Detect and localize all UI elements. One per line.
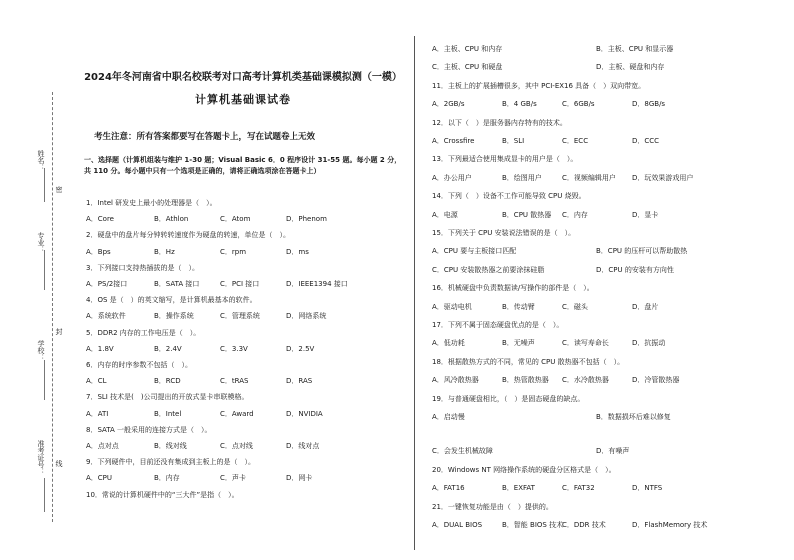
answer-option: D．冷管散热器 [632,376,680,385]
answer-option: D．线对点 [286,442,320,450]
answer-option: D．CCC [632,137,660,145]
question-stem: 13．下列最适合使用集成显卡的用户是（ ）。 [432,155,578,164]
seal-mark-xian: 线 [55,460,63,467]
question-stem: 12．以下（ ）是服务器内存特有的技术。 [432,118,567,127]
question-stem: 8．SATA 一般采用的连接方式是（ ）。 [86,425,212,434]
answer-option: D．网卡 [286,474,313,483]
answer-option: C．Award [220,409,254,418]
answer-option: B．线对线 [154,442,187,450]
answer-option: B．智能 BIOS 技术 [502,521,564,529]
answer-option: A．FAT16 [432,484,465,493]
answer-option: B．绘图用户 [502,173,542,182]
question-stem: 18．根据散热方式的不同，常见的 CPU 散热器不包括（ ）。 [432,357,625,366]
answer-option: A．启动慢 [432,413,465,421]
answer-option: A．驱动电机 [432,302,472,311]
answer-option: D．有噪声 [596,447,630,456]
answer-option: B．SATA 接口 [154,280,200,288]
section-instructions: 一、选择题（计算机组装与维护 1-30 题；Visual Basic 6．0 程序设计 31-55 题。每小题 2 分，共 110 分。每小题中只有一个选项是正确的，请将正确选项涂在答题卡上） [84,156,402,175]
answer-option: D．RAS [286,377,313,386]
answer-option: C．3.3V [220,344,248,353]
answer-option: A．ATI [86,409,109,418]
answer-option: B．传动臂 [502,302,535,311]
answer-option: B．Hz [154,247,175,256]
question-stem: 20．Windows NT 网络操作系统的硬盘分区格式是（ ）。 [432,465,616,474]
answer-option: C．视频编辑用户 [562,173,616,182]
answer-option: B．数据损坏后难以修复 [596,413,671,421]
answer-option: A．CPU [86,474,113,483]
question-stem: 4．OS 是（ ）的英文缩写，是计算机最基本的软件。 [86,296,257,305]
answer-option: D．网络系统 [286,312,327,321]
question-stem: 10．常说的计算机硬件中的“三大件”是指（ ）。 [86,490,239,499]
answer-option: D．抗振动 [632,339,666,348]
question-stem: 14．下列（ ）设备不工作可能导致 CPU 烧毁。 [432,192,586,201]
answer-option: C．管理系统 [220,312,260,321]
answer-option: A．风冷散热器 [432,376,479,385]
answer-option: C．读写寿命长 [562,339,609,348]
answer-option: D．NVIDIA [286,409,323,418]
question-stem: 15．下列关于 CPU 安装说法错误的是（ ）。 [432,229,576,237]
answer-option: D．显卡 [632,210,659,219]
answer-option: C．内存 [562,210,588,219]
answer-option: B．CPU 散热器 [502,210,552,219]
answer-option: B．Athlon [154,215,189,224]
answer-option: D．2.5V [286,344,315,353]
school-blank [44,360,45,400]
major-blank [44,250,45,290]
answer-option: B．操作系统 [154,312,194,321]
seal-mark-mi: 密 [55,186,63,193]
binding-margin [0,0,72,560]
candidate-notice: 考生注意：所有答案都要写在答题卡上，写在试题卷上无效 [94,132,316,142]
question-stem: 5．DDR2 内存的工作电压是（ ）。 [86,328,201,337]
answer-option: C．ECC [562,137,589,145]
answer-option: A．电源 [432,210,458,219]
answer-option: C．会发生机械故障 [432,447,493,456]
answer-option: B．EXFAT [502,484,535,493]
question-stem: 16．机械硬盘中负责数据读/写操作的部件是（ ）。 [432,284,594,293]
answer-option: A．PS/2接口 [86,280,128,288]
answer-option: C．DDR 技术 [562,521,606,529]
answer-option: D．ms [286,247,309,256]
answer-option: C．CPU 安装散热器之前要涂抹硅脂 [432,265,545,274]
seal-mark-feng: 封 [55,328,63,335]
answer-option: A．点对点 [86,442,119,450]
answer-option: A．系统软件 [86,312,126,321]
exam-title: 2024年冬河南省中职名校联考对口高考计算机类基础课模拟测（一模） [84,72,402,83]
answer-option: D．主板、硬盘和内存 [596,63,665,72]
exam-number-label: 准考证号： [37,440,45,475]
question-stem: 11．主板上的扩展插槽很多，其中 PCI-EX16 具备（ ）双向带宽。 [432,81,646,90]
answer-option: A．低功耗 [432,339,465,348]
major-label: 专业： [37,232,45,253]
answer-option: B．内存 [154,474,180,483]
column-divider [414,36,415,550]
answer-option: B．主板、CPU 和显示器 [596,45,674,53]
question-stem: 21．一键恢复功能是由（ ）提供的。 [432,502,553,511]
answer-option: B．RCD [154,377,181,386]
answer-option: B．无噪声 [502,339,535,348]
answer-option: C．主板、CPU 和硬盘 [432,63,503,72]
answer-option: D．Phenom [286,215,327,224]
question-stem: 7．SLI 技术是( )公司提出的开放式显卡串联模格。 [86,393,249,402]
answer-option: C．磁头 [562,302,588,311]
exam-number-blank [44,478,45,512]
exam-subtitle: 计算机基础课试卷 [195,93,291,106]
answer-option: B．SLI [502,137,525,145]
answer-option: D．FlashMemory 技术 [632,521,708,529]
answer-option: B．热管散热器 [502,376,549,385]
seal-line [52,92,53,522]
answer-option: D．CPU 的安装有方向性 [596,265,674,274]
answer-option: D．NTFS [632,484,663,493]
answer-option: A．Core [86,215,114,224]
answer-option: D．IEEE1394 接口 [286,280,348,288]
answer-option: A．CPU 要与主板接口匹配 [432,247,517,256]
answer-option: A．办公用户 [432,173,472,182]
answer-option: C．PCI 接口 [220,280,260,288]
answer-option: C．6GB/s [562,100,595,109]
answer-option: C．点对线 [220,442,253,450]
answer-option: A．2GB/s [432,100,465,109]
answer-option: B．2.4V [154,344,182,353]
answer-option: A．Crossfire [432,137,475,145]
question-stem: 17．下列不属于固态硬盘优点的是（ ）。 [432,321,564,329]
answer-option: C．Atom [220,215,251,224]
answer-option: A．1.8V [86,344,114,353]
answer-option: A．Bps [86,247,111,256]
answer-option: D．8GB/s [632,100,666,109]
name-blank [44,168,45,202]
school-label: 学校： [37,340,45,361]
answer-option: D．盘片 [632,302,659,311]
answer-option: B．CPU 的压杆可以帮助散热 [596,247,688,256]
answer-option: D．玩效果游戏用户 [632,173,694,182]
question-stem: 3．下列接口支持热插拔的是（ ）。 [86,263,199,272]
answer-option: B．Intel [154,409,182,418]
question-stem: 6．内存的时序参数不包括（ ）。 [86,361,192,369]
answer-option: A．主板、CPU 和内存 [432,45,503,53]
answer-option: A．CL [86,377,107,386]
name-label: 姓名： [37,150,45,171]
question-stem: 9．下列硬件中，目前还没有集成到主板上的是（ ）。 [86,458,255,467]
answer-option: C．FAT32 [562,484,595,493]
answer-option: C．声卡 [220,474,246,483]
answer-option: C．rpm [220,247,247,256]
question-stem: 2．硬盘中的盘片每分钟转转速度作为硬盘的转速，单位是（ ）。 [86,231,290,240]
answer-option: C．tRAS [220,377,249,386]
answer-option: A．DUAL BIOS [432,521,483,529]
question-stem: 19．与普通硬盘相比，（ ）是固态硬盘的缺点。 [432,394,585,403]
question-stem: 1．Intel 研发史上最小的处理器是（ ）。 [86,199,217,207]
answer-option: B．4 GB/s [502,100,537,109]
answer-option: C．水冷散热器 [562,376,609,385]
